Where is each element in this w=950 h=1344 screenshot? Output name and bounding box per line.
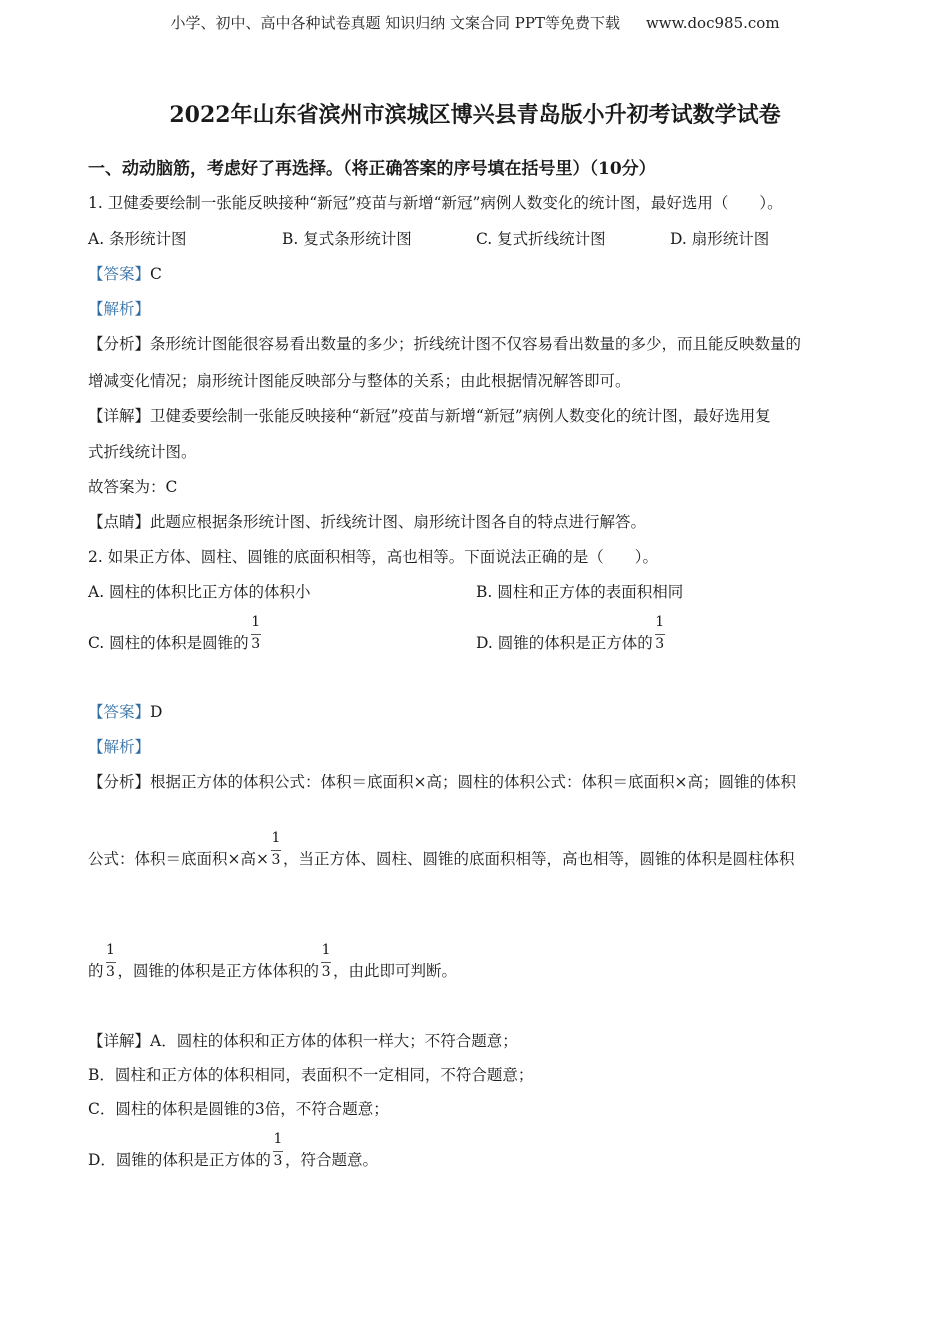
q2-option-c	[88, 614, 263, 653]
q2-fenxi-text: 根据正方体的体积公式：体积＝底面积×高；圆柱的体积公式：体积＝底面积×高；圆锥的体积	[150, 773, 796, 791]
q2-fenxi-line2-part2: ，当正方体、圆柱、圆锥的底面积相等，高也相等，圆锥的体积是圆柱体积	[282, 850, 795, 868]
fraction-one-third	[105, 942, 117, 980]
q2-detail-c: C．圆柱的体积是圆锥的3倍，不符合题意；	[88, 1100, 389, 1118]
analysis-tag: 【解析】	[88, 738, 151, 756]
fraction-one-third	[654, 614, 666, 652]
q1-analysis-tag	[88, 297, 150, 319]
q1-conclusion: 故答案为：C	[88, 478, 178, 496]
q1-option-c: C. 复式折线统计图	[476, 230, 606, 248]
fraction-denominator: 3	[106, 964, 115, 980]
detail-tag: 【详解】	[88, 407, 151, 425]
q1-dianjing-text: 此题应根据条形统计图、折线统计图、扇形统计图各自的特点进行解答。	[150, 513, 647, 531]
q2-detail-d-part2: ，符合题意。	[284, 1151, 378, 1169]
q2-detail-a-text: A．圆柱的体积和正方体的体积一样大；不符合题意；	[150, 1032, 518, 1050]
q2-option-a: A. 圆柱的体积比正方体的体积小	[88, 583, 311, 601]
q2-detail-d-part1: D．圆锥的体积是正方体的	[88, 1151, 271, 1169]
q2-fenxi-line3-part3: ，由此即可判断。	[333, 962, 458, 980]
q1-answer	[88, 262, 162, 284]
q1-detail-text: 卫健委要绘制一张能反映接种“新冠”疫苗与新增“新冠”病例人数变化的统计图，最好选用复	[150, 407, 771, 425]
q2-option-d	[476, 614, 667, 653]
q2-fenxi-line3-part2: ，圆锥的体积是正方体体积的	[117, 962, 320, 980]
q1-detail-line1	[88, 404, 771, 426]
fraction-numerator: 1	[271, 830, 281, 846]
q2-analysis-tag	[88, 735, 150, 757]
fraction-numerator: 1	[273, 1131, 283, 1147]
analysis-tag: 【解析】	[88, 300, 151, 318]
answer-tag: 【答案】	[88, 703, 151, 721]
fraction-denominator: 3	[321, 964, 331, 980]
q1-fenxi-line2: 增减变化情况；扇形统计图能反映部分与整体的关系；由此根据情况解答即可。	[88, 372, 631, 390]
q2-fenxi-line3-part1: 的	[88, 962, 104, 980]
fraction-one-third	[270, 830, 282, 868]
fraction-bar	[321, 962, 331, 963]
fraction-bar	[251, 634, 261, 635]
q2-detail-b: B．圆柱和正方体的体积相同，表面积不一定相同，不符合题意；	[88, 1066, 534, 1084]
fraction-numerator: 1	[655, 614, 665, 630]
q2-fenxi-line2-part1: 公式：体积＝底面积×高×	[88, 850, 269, 868]
page-title: 2022年山东省滨州市滨城区博兴县青岛版小升初考试数学试卷	[169, 102, 781, 128]
header-site[interactable]: www.doc985.com	[645, 14, 780, 32]
q1-fenxi-line1	[88, 332, 801, 354]
fenxi-tag: 【分析】	[88, 335, 151, 353]
fraction-numerator: 1	[321, 942, 331, 958]
q1-option-b: B. 复式条形统计图	[282, 230, 412, 248]
q2-fenxi-line2	[88, 830, 795, 869]
fenxi-tag: 【分析】	[88, 773, 151, 791]
q2-answer-value: D	[150, 703, 163, 721]
q2-answer	[88, 700, 162, 722]
fraction-numerator: 1	[106, 942, 115, 958]
fraction-bar	[655, 634, 665, 635]
q2-fenxi-line3	[88, 942, 457, 981]
section-heading: 一、动动脑筋，考虑好了再选择。（将正确答案的序号填在括号里）（10分）	[88, 159, 656, 179]
q1-option-a: A. 条形统计图	[88, 230, 187, 248]
fraction-bar	[106, 962, 116, 963]
q2-detail-a	[88, 1029, 518, 1051]
q1-option-d: D. 扇形统计图	[670, 230, 770, 248]
q1-answer-value: C	[150, 265, 162, 283]
q2-fenxi-line1	[88, 770, 796, 792]
fraction-denominator: 3	[273, 1153, 283, 1169]
q2-detail-d	[88, 1131, 378, 1170]
q2-option-b: B. 圆柱和正方体的表面积相同	[476, 583, 684, 601]
fraction-numerator: 1	[251, 614, 261, 630]
q1-fenxi-text: 条形统计图能很容易看出数量的多少；折线统计图不仅容易看出数量的多少，而且能反映数量的	[150, 335, 802, 353]
fraction-one-third	[320, 942, 332, 980]
dianjing-tag: 【点睛】	[88, 513, 151, 531]
page-header	[0, 12, 950, 33]
q2-option-d-text: D. 圆锥的体积是正方体的	[476, 634, 653, 652]
fraction-denominator: 3	[271, 852, 281, 868]
detail-tag: 【详解】	[88, 1032, 151, 1050]
fraction-denominator: 3	[251, 636, 261, 652]
q1-stem: 1. 卫健委要绘制一张能反映接种“新冠”疫苗与新增“新冠”病例人数变化的统计图，最好选用（ ）。	[88, 194, 783, 212]
header-text: 小学、初中、高中各种试卷真题 知识归纳 文案合同 PPT等免费下载	[170, 14, 620, 32]
fraction-one-third	[272, 1131, 284, 1169]
q2-option-c-text: C. 圆柱的体积是圆锥的	[88, 634, 249, 652]
q1-dianjing	[88, 510, 646, 532]
fraction-bar	[271, 850, 281, 851]
fraction-denominator: 3	[655, 636, 665, 652]
q1-detail-line2: 式折线统计图。	[88, 443, 197, 461]
answer-tag: 【答案】	[88, 265, 151, 283]
q2-stem: 2. 如果正方体、圆柱、圆锥的底面积相等，高也相等。下面说法正确的是（ ）。	[88, 548, 658, 566]
fraction-one-third	[250, 614, 262, 652]
fraction-bar	[273, 1151, 283, 1152]
